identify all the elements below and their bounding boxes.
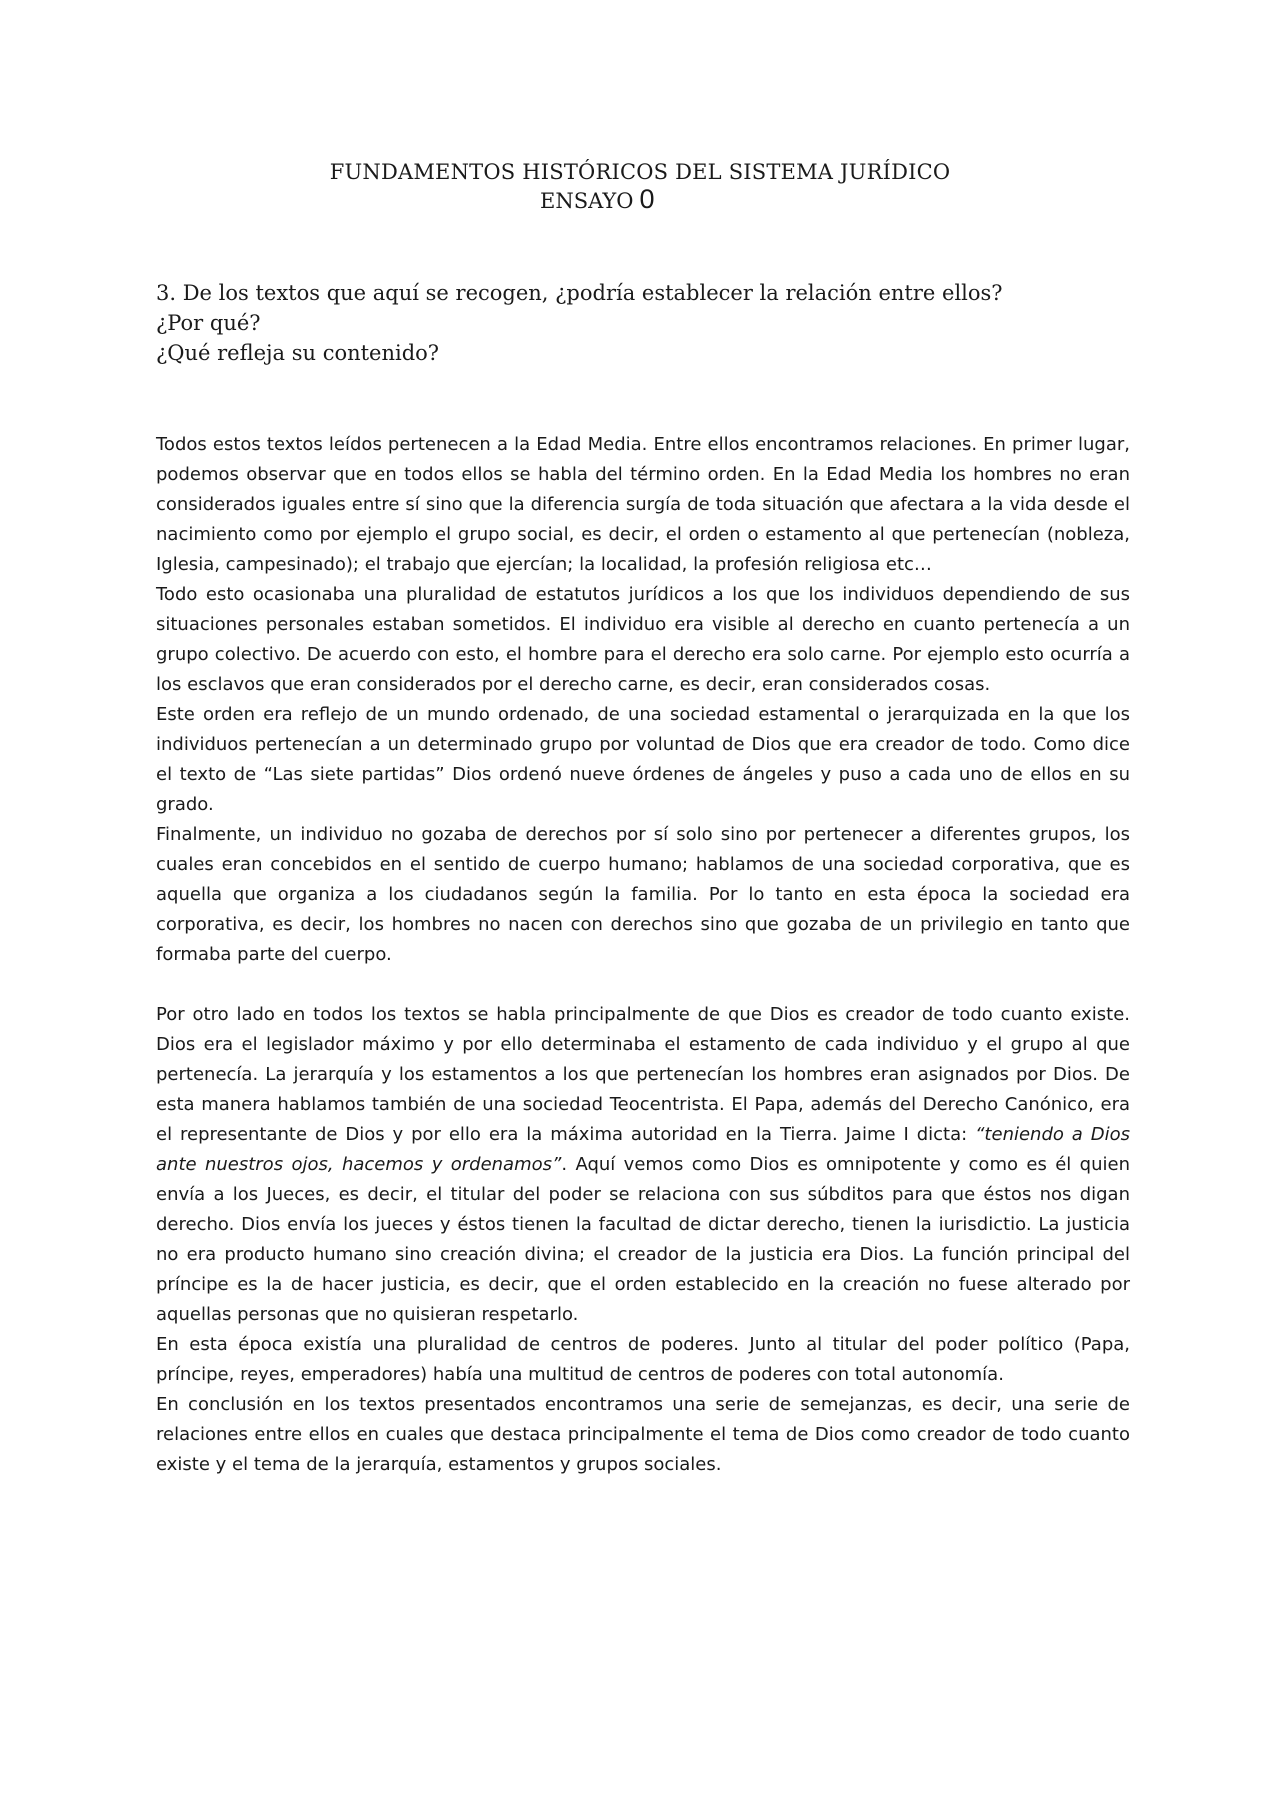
document-subtitle [540,184,655,216]
paragraph-5-text-after: . Aquí vemos como Dios es omnipotente y como es él quien envía a los Jueces, es decir, el titular del poder se relaciona con sus súbditos para que éstos nos digan derecho. Dios envía los jueces y éstos tienen la facultad de dictar derecho, tienen la iurisdictio. La justicia no era producto humano sino creación divina; el creador de la justicia era Dios. La función principal del príncipe es la de hacer justicia, es decir, que el orden establecido en la creación no fuese alterado por aquellas personas que no quisieran respetarlo. [156,1154,1130,1325]
paragraph-5-text-before: Por otro lado en todos los textos se habla principalmente de que Dios es creador de todo cuanto existe. Dios era el legislador máximo y por ello determinaba el estamento de cada individuo y el grupo al que pertenecía. La jerarquía y los estamentos a los que pertenecían los hombres eran asignados por Dios. De esta manera hablamos también de una sociedad Teocentrista. El Papa, además del Derecho Canónico, era el representante de Dios y por ello era la máxima autoridad en la Tierra. Jaime I dicta: [156,1004,1130,1145]
question-line-1: 3. De los textos que aquí se recogen, ¿podría establecer la relación entre ellos? [156,281,1003,305]
subtitle-number: 0 [639,184,655,214]
question-line-2: ¿Por qué? [156,311,261,335]
paragraph-5-quote: “teniendo a Dios ante nuestros ojos, hacemos y ordenamos” [156,1124,1131,1175]
paragraph-6: En esta época existía una pluralidad de centros de poderes. Junto al titular del poder político (Papa, príncipe, reyes, emperadores) había una multitud de centros de poderes con total autonomía. [156,1334,1130,1385]
paragraph-7: En conclusión en los textos presentados encontramos una serie de semejanzas, es decir, una serie de relaciones entre ellos en cuales que destaca principalmente el tema de Dios como creador de todo cuanto existe y el tema de la jerarquía, estamentos y grupos sociales. [156,1394,1130,1475]
document-title: FUNDAMENTOS HISTÓRICOS DEL SISTEMA JURÍDICO [329,160,951,184]
paragraph-4: Finalmente, un individuo no gozaba de derechos por sí solo sino por pertenecer a diferentes grupos, los cuales eran concebidos en el sentido de cuerpo humano; hablamos de una sociedad corporativa, que es aquella que organiza a los ciudadanos según la familia. Por lo tanto en esta época la sociedad era corporativa, es decir, los hombres no nacen con derechos sino que gozaba de un privilegio en tanto que formaba parte del cuerpo. [156,824,1130,965]
paragraph-3: Este orden era reflejo de un mundo ordenado, de una sociedad estamental o jerarquizada en la que los individuos pertenecían a un determinado grupo por voluntad de Dios que era creador de todo. Como dice el texto de “Las siete partidas” Dios ordenó nueve órdenes de ángeles y puso a cada uno de ellos en su grado. [156,704,1130,815]
question-block [156,278,1136,368]
subtitle-label: ENSAYO [540,189,634,213]
question-line-3: ¿Qué refleja su contenido? [156,341,440,365]
paragraph-1: Todos estos textos leídos pertenecen a la Edad Media. Entre ellos encontramos relaciones. En primer lugar, podemos observar que en todos ellos se habla del término orden. En la Edad Media los hombres no eran considerados iguales entre sí sino que la diferencia surgía de toda situación que afectara a la vida desde el nacimiento como por ejemplo el grupo social, es decir, el orden o estamento al que pertenecían (nobleza, Iglesia, campesinado); el trabajo que ejercían; la localidad, la profesión religiosa etc… [156,434,1130,575]
paragraph-2: Todo esto ocasionaba una pluralidad de estatutos jurídicos a los que los individuos dependiendo de sus situaciones personales estaban sometidos. El individuo era visible al derecho en cuanto pertenecía a un grupo colectivo. De acuerdo con esto, el hombre para el derecho era solo carne. Por ejemplo esto ocurría a los esclavos que eran considerados por el derecho carne, es decir, eran considerados cosas. [156,584,1130,695]
paragraph-5 [156,1000,1130,1330]
essay-body [156,430,1130,1480]
